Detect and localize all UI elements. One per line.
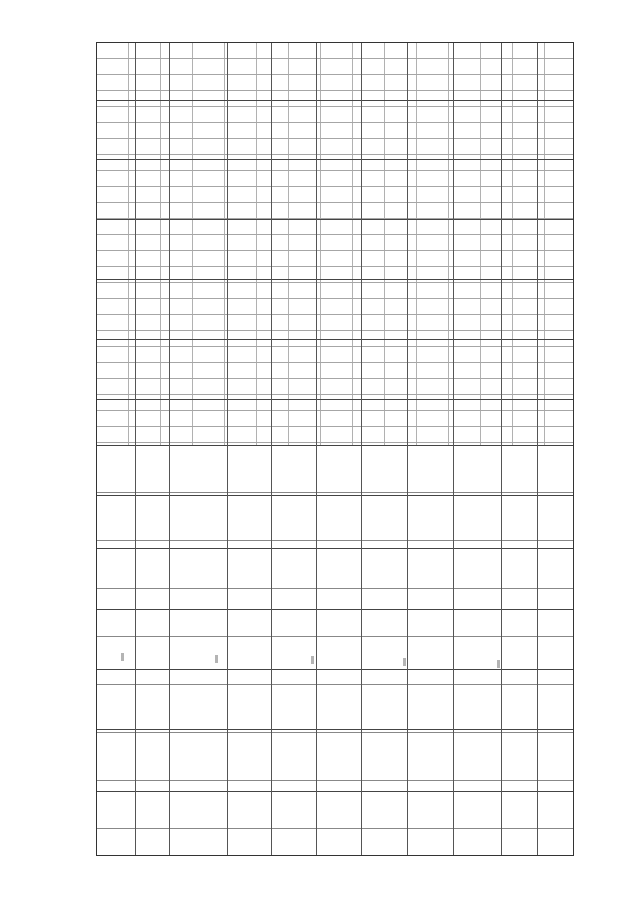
scan-mark — [121, 653, 124, 661]
rotated-document-table — [96, 42, 574, 856]
table-column-divider — [537, 43, 538, 855]
table-column-divider — [135, 43, 136, 855]
scan-mark — [311, 656, 314, 664]
table-column-divider — [316, 43, 317, 855]
scan-mark — [403, 658, 406, 666]
scan-mark — [215, 655, 218, 663]
table-column-divider — [227, 43, 228, 855]
table-column-divider — [361, 43, 362, 855]
table-column-divider — [407, 43, 408, 855]
table-column-divider — [169, 43, 170, 855]
table-column-divider — [453, 43, 454, 855]
table-column-divider — [501, 43, 502, 855]
scan-mark — [497, 660, 500, 668]
table-column-divider — [271, 43, 272, 855]
